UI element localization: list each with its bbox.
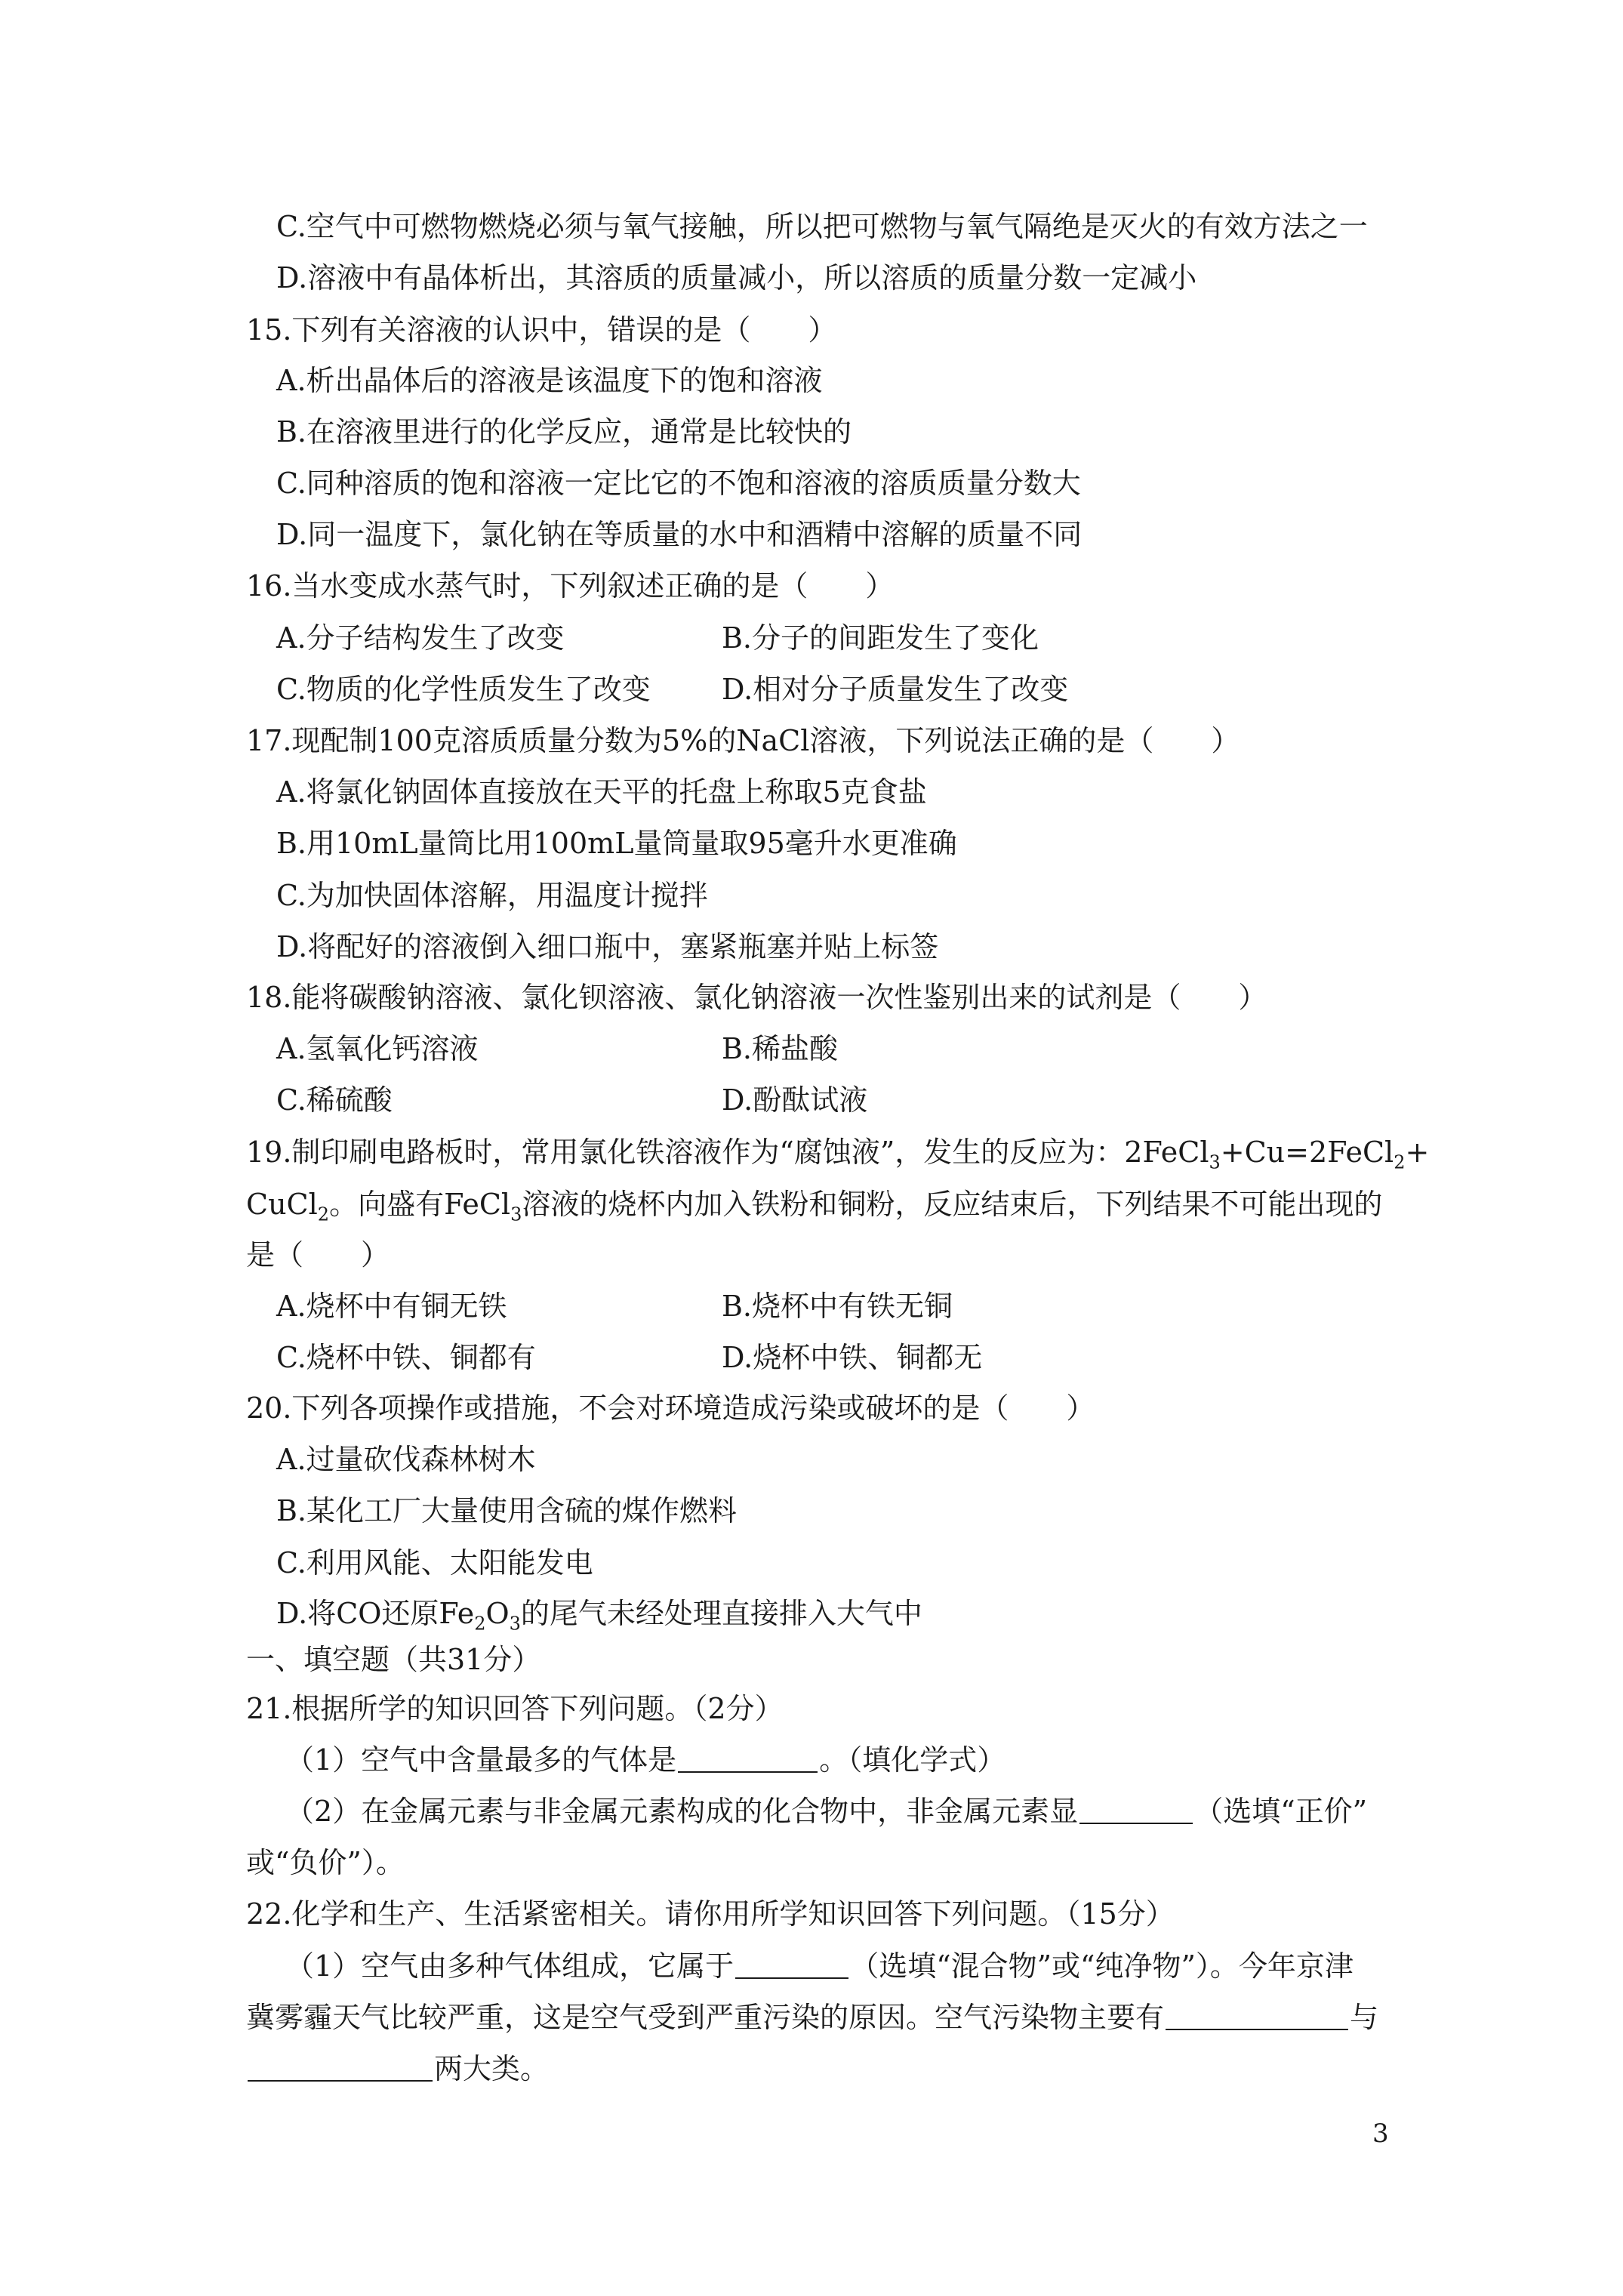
q19-stem-line2: CuCl$_2$。向盛有FeCl$_3$溶液的烧杯内加入铁粉和铜粉，反应结束后，下列结果不可能出现的 [246,1188,1383,1225]
page-number: 3 [1372,2119,1389,2149]
q15-stem: 15.下列有关溶液的认识中，错误的是（ ） [246,313,837,347]
q17-option-d: D.将配好的溶液倒入细口瓶中，塞紧瓶塞并贴上标签 [276,930,939,963]
q19-option-c: C.烧杯中铁、铜都有 [276,1341,536,1374]
q22-sub1-cont: 冀雾霾天气比较严重，这是空气受到严重污染的原因。空气污染物主要有 与 [246,2001,1379,2034]
q19-stem-line1: 19.制印刷电路板时，常用氯化铁溶液作为“腐蚀液”，发生的反应为：2FeCl$_3$+Cu=2FeCl$_2$+ [246,1136,1430,1173]
q20-option-b: B.某化工厂大量使用含硫的煤作燃料 [276,1494,738,1527]
answer-blank[interactable] [1079,1797,1193,1824]
q20-option-d: D.将CO还原$Fe_2O_3$的尾气未经处理直接排入大气中 [276,1597,922,1635]
q15-option-c: C.同种溶质的饱和溶液一定比它的不饱和溶液的溶质质量分数大 [276,467,1081,500]
q20-option-c: C.利用风能、太阳能发电 [276,1546,593,1579]
answer-blank[interactable] [678,1746,818,1773]
section-title: 一、填空题（共31分） [246,1643,541,1676]
q21-sub2-cont: 或“负价”）。 [246,1846,405,1879]
q17-option-b: B.用10mL量筒比用100mL量筒量取95毫升水更准确 [276,827,957,860]
q20-option-a: A.过量砍伐森林树木 [276,1443,536,1476]
q21-sub2: （2）在金属元素与非金属元素构成的化合物中，非金属元素显 （选填“正价” [285,1795,1368,1828]
q18-option-a: A.氢氧化钙溶液 [276,1032,479,1065]
answer-blank[interactable] [1166,2003,1348,2030]
q16-option-a: A.分子结构发生了改变 [276,621,565,655]
q15-option-d: D.同一温度下，氯化钠在等质量的水中和酒精中溶解的质量不同 [276,518,1083,551]
q14-option-d: D.溶液中有晶体析出，其溶质的质量减小，所以溶质的质量分数一定减小 [276,261,1197,294]
q17-stem: 17.现配制100克溶质质量分数为5%的NaCl溶液，下列说法正确的是（ ） [246,724,1240,757]
q16-option-d: D.相对分子质量发生了改变 [722,673,1069,706]
q19-option-b: B.烧杯中有铁无铜 [722,1290,953,1323]
q17-option-c: C.为加快固体溶解，用温度计搅拌 [276,879,708,912]
q18-option-c: C.稀硫酸 [276,1083,393,1117]
q16-option-b: B.分子的间距发生了变化 [722,621,1039,655]
q16-stem: 16.当水变成水蒸气时，下列叙述正确的是（ ） [246,569,895,603]
q22-sub1: （1）空气由多种气体组成，它属于 （选填“混合物”或“纯净物”）。今年京津 [285,1949,1354,1983]
q16-option-c: C.物质的化学性质发生了改变 [276,673,651,706]
q18-stem: 18.能将碳酸钠溶液、氯化钡溶液、氯化钠溶液一次性鉴别出来的试剂是（ ） [246,981,1267,1014]
q21-stem: 21.根据所学的知识回答下列问题。（2分） [246,1692,784,1725]
q14-option-c: C.空气中可燃物燃烧必须与氧气接触，所以把可燃物与氧气隔绝是灭火的有效方法之一 [276,210,1368,243]
q22-stem: 22.化学和生产、生活紧密相关。请你用所学知识回答下列问题。（15分） [246,1897,1175,1931]
q22-sub1-cont2: 两大类。 [246,2050,549,2088]
q20-stem: 20.下列各项操作或措施，不会对环境造成污染或破坏的是（ ） [246,1391,1095,1425]
q19-stem-line3: 是（ ） [246,1238,390,1271]
answer-blank[interactable] [735,1952,848,1979]
q19-option-d: D.烧杯中铁、铜都无 [722,1341,983,1374]
q15-option-b: B.在溶液里进行的化学反应，通常是比较快的 [276,415,852,448]
q18-option-d: D.酚酞试液 [722,1083,868,1117]
answer-blank[interactable] [248,2054,433,2082]
q17-option-a: A.将氯化钠固体直接放在天平的托盘上称取5克食盐 [276,775,927,809]
q15-option-a: A.析出晶体后的溶液是该温度下的饱和溶液 [276,364,823,397]
q18-option-b: B.稀盐酸 [722,1032,839,1065]
q19-option-a: A.烧杯中有铜无铁 [276,1290,507,1323]
q21-sub1: （1）空气中含量最多的气体是 。（填化学式） [285,1743,1006,1777]
